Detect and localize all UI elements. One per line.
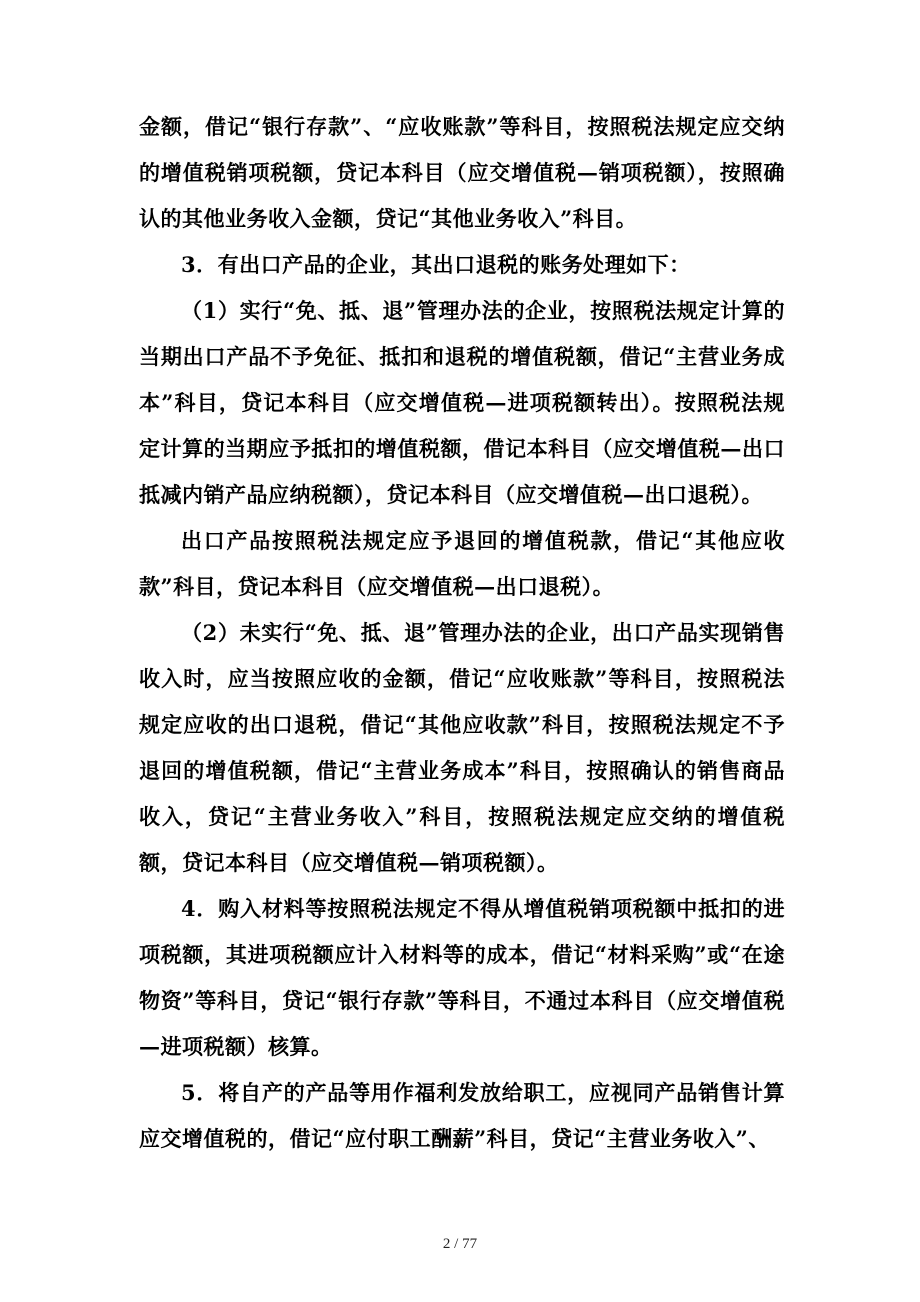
paragraph-item-5: 5．将自产的产品等用作福利发放给职工，应视同产品销售计算应交增值税的，借记“应付职工酬薪”科目，贷记“主营业务收入”、 (139, 1080, 785, 1151)
paragraph-item-3: 3．有出口产品的企业，其出口退税的账务处理如下： (181, 252, 691, 277)
paragraph-item-3-1: （1）实行“免、抵、退”管理办法的企业，按照税法规定计算的当期出口产品不予免征、抵扣和退税的增值税额，借记“主营业务成本”科目，贷记本科目（应交增值税—进项税额转出）。按照税法规定计算的当期应予抵扣的增值税额，借记本科目（应交增值税—出口抵减内销产品应纳税额），贷记本科目（应交增值税—出口退税）。 (139, 298, 785, 507)
page-body (139, 104, 785, 1162)
paragraph-export-refund: 出口产品按照税法规定应予退回的增值税款，借记“其他应收款”科目，贷记本科目（应交增值税—出口退税）。 (139, 528, 785, 599)
paragraph-continuation: 金额，借记“银行存款”、“应收账款”等科目，按照税法规定应交纳的增值税销项税额，贷记本科目（应交增值税—销项税额），按照确认的其他业务收入金额，贷记“其他业务收入”科目。 (139, 114, 785, 231)
paragraph-item-3-2: （2）未实行“免、抵、退”管理办法的企业，出口产品实现销售收入时，应当按照应收的金额，借记“应收账款”等科目，按照税法规定应收的出口退税，借记“其他应收款”科目，按照税法规定不予退回的增值税额，借记“主营业务成本”科目，按照确认的销售商品收入，贷记“主营业务收入”科目，按照税法规定应交纳的增值税额，贷记本科目（应交增值税—销项税额）。 (139, 620, 785, 875)
page-number: 2 / 77 (442, 1236, 478, 1252)
paragraph-item-4: 4．购入材料等按照税法规定不得从增值税销项税额中抵扣的进项税额，其进项税额应计入材料等的成本，借记“材料采购”或“在途物资”等科目，贷记“银行存款”等科目，不通过本科目（应交增值税—进项税额）核算。 (139, 896, 785, 1059)
